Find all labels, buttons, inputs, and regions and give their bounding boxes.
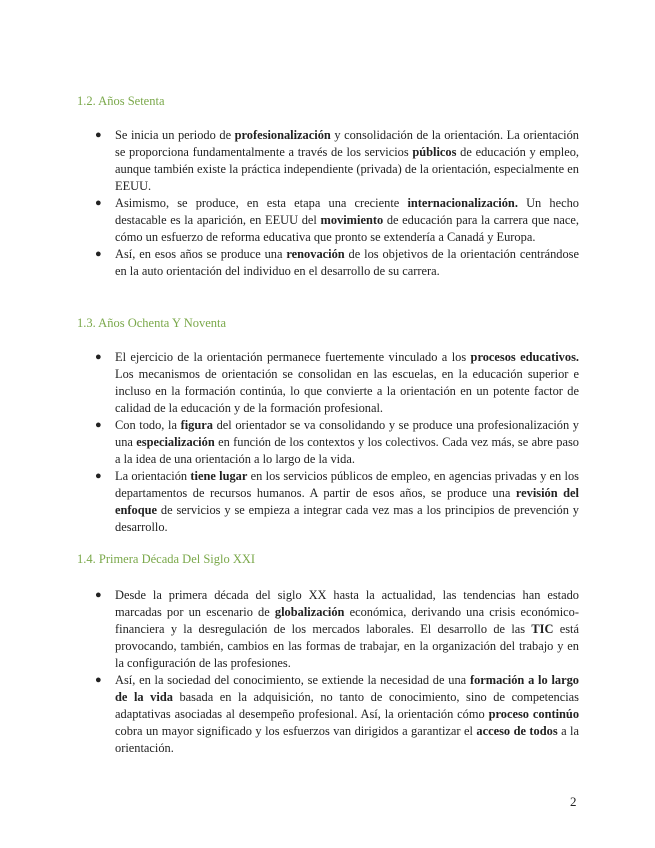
- text-run: de los objetivos de la orientación centrándose en la auto orientación del individuo en el desarrollo de su carrera.: [115, 247, 580, 278]
- text-run: Así, en la sociedad del conocimiento, se extiende la necesidad de una: [115, 673, 470, 687]
- text-run: Un hecho destacable es la aparición, en EEUU del: [115, 196, 579, 227]
- section-1-2-list: [89, 127, 579, 280]
- bold-term: figura: [180, 418, 213, 432]
- text-run: Los mecanismos de orientación se consolidan en las escuelas, en la educación superior e incluso en la formación continúa, lo que convierte a la orientación en un potente factor de calidad de la educación y de la formación profesional.: [115, 367, 579, 415]
- bold-term: TIC: [531, 622, 554, 636]
- bold-term: renovación: [286, 247, 345, 261]
- text-run: Así, en esos años se produce una: [115, 247, 287, 261]
- text-run: Asimismo, se produce, en esta etapa una creciente: [115, 196, 408, 210]
- bullet-icon: ●: [95, 197, 102, 209]
- bold-term: proceso continúo: [488, 707, 580, 721]
- bold-term: especialización: [136, 435, 215, 449]
- list-item: [89, 672, 579, 757]
- section-heading-1-3: 1.3. Años Ochenta Y Noventa: [77, 316, 227, 330]
- list-item: [89, 195, 579, 246]
- bold-term: procesos educativos.: [470, 350, 579, 364]
- bold-term: formación a lo largo de la vida: [115, 673, 579, 704]
- text-run: El ejercicio de la orientación permanece fuertemente vinculado a los: [115, 350, 471, 364]
- text-run: basada en la adquisición, no tanto de conocimiento, sino de competencias adaptativas asociadas al desempeño profesional. Así, la orientación cómo: [115, 690, 579, 721]
- list-item: [89, 587, 579, 672]
- section-heading-1-4: 1.4. Primera Década Del Siglo XXI: [77, 552, 256, 566]
- bold-term: profesionalización: [234, 128, 331, 142]
- bold-term: globalización: [274, 605, 345, 619]
- bullet-icon: ●: [95, 589, 102, 601]
- text-run: Desde la primera década del siglo XX hasta la actualidad, las tendencias han estado marcadas por un escenario de: [115, 588, 579, 619]
- text-run: en los servicios públicos de empleo, en agencias privadas y en los departamentos de recursos humanos. A partir de esos años, se produce una: [115, 469, 580, 500]
- text-run: y consolidación de la orientación. La orientación se proporciona fundamentalmente a través de los servicios: [115, 128, 579, 159]
- bullet-icon: ●: [95, 248, 102, 260]
- bullet-icon: ●: [95, 351, 102, 363]
- bullet-icon: ●: [95, 674, 102, 686]
- bold-term: revisión del enfoque: [115, 486, 579, 517]
- section-1-4-list: [89, 587, 579, 757]
- text-run: en función de los contextos y los colectivos. Cada vez más, se abre paso a la idea de una orientación a lo largo de la vida.: [115, 435, 579, 466]
- list-item: [89, 127, 579, 195]
- list-item: [89, 417, 579, 468]
- bold-term: internacionalización.: [407, 196, 518, 210]
- list-item: [89, 468, 579, 536]
- text-run: Con todo, la: [115, 418, 181, 432]
- text-run: está provocando, también, cambios en las formas de trabajar, en la organización del trabajo y en la configuración de las profesiones.: [115, 622, 579, 670]
- section-1-3-list: [89, 349, 579, 536]
- text-run: de educación y empleo, aunque también existe la práctica independiente (privada) de la orientación, especialmente en EEUU.: [115, 145, 579, 193]
- bold-term: movimiento: [320, 213, 384, 227]
- bold-term: públicos: [412, 145, 457, 159]
- text-run: Se inicia un periodo de: [115, 128, 235, 142]
- bullet-icon: ●: [95, 419, 102, 431]
- text-run: del orientador se va consolidando y se produce una profesionalización y una: [115, 418, 579, 449]
- text-run: La orientación: [115, 469, 191, 483]
- page-number: 2: [570, 794, 577, 809]
- list-item: [89, 246, 579, 280]
- bullet-icon: ●: [95, 470, 102, 482]
- text-run: económica, derivando una crisis económico-financiera y la desregulación de los mercados laborales. El desarrollo de las: [115, 605, 580, 636]
- bold-term: tiene lugar: [190, 469, 248, 483]
- text-run: de servicios y se empieza a integrar cada vez mas a los principios de prevención y desarrollo.: [115, 503, 579, 534]
- bullet-icon: ●: [95, 129, 102, 141]
- text-run: cobra un mayor significado y los esfuerzos van dirigidos a garantizar el: [115, 724, 477, 738]
- list-item: [89, 349, 579, 417]
- bold-term: acceso de todos: [476, 724, 558, 738]
- text-run: a la orientación.: [115, 724, 580, 755]
- section-heading-1-2: 1.2. Años Setenta: [77, 94, 165, 108]
- text-run: de educación para la carrera que nace, cómo un esfuerzo de reforma educativa que pronto se extendería a Canadá y Europa.: [115, 213, 580, 244]
